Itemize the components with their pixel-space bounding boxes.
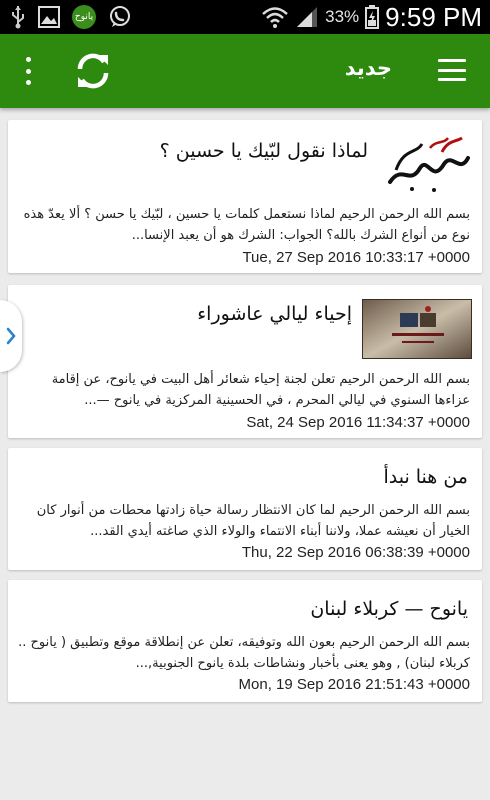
post-excerpt: بسم الله الرحمن الرحيم لماذا نستعمل كلمات يا حسين ، لبّيك يا حسن ؟ ألا يعدّ هذه نوع من أنواع الشرك بالله؟ الجواب: الشرك هو أن يعبد الإنسا...	[23, 207, 470, 243]
post-thumbnail	[382, 134, 472, 196]
drawer-handle[interactable]	[0, 300, 22, 372]
signal-icon	[295, 5, 319, 29]
post-date: Sat, 24 Sep 2016 11:34:37 +0000	[246, 414, 470, 431]
post-title: يانوح — كربلاء لبنان	[310, 598, 468, 620]
refresh-icon[interactable]	[74, 51, 112, 91]
page-title: جديد	[344, 56, 392, 80]
post-excerpt: بسم الله الرحمن الرحيم بعون الله وتوفيقه، تعلن عن إنطلاقة موقع وتطبيق ( يانوح .. كربلاء لبنان) , وهو يعنى بأخبار ونشاطات بلدة يانوح الجنوبية,...	[18, 635, 470, 671]
gallery-icon	[38, 6, 60, 28]
clock: 9:59 PM	[385, 1, 482, 32]
system-icons	[261, 0, 482, 34]
battery-icon	[365, 5, 379, 29]
post-card[interactable]	[8, 448, 482, 570]
post-thumbnail	[362, 299, 472, 359]
post-excerpt: بسم الله الرحمن الرحيم لما كان الانتظار رسالة حياة زادتها محطات من أنوار كان الخيار أن نعيشه عملا، ولاننا أبناء الانتماء والولاء الذي صاغته أيدي القد...	[36, 503, 470, 539]
calligraphy-thumbnail-icon	[382, 134, 472, 196]
post-card[interactable]	[8, 285, 482, 438]
app-badge-icon	[72, 5, 96, 29]
chevron-right-icon	[5, 326, 17, 346]
whatsapp-icon	[108, 5, 132, 29]
post-title: لماذا نقول لبّيك يا حسين ؟	[159, 140, 368, 162]
post-title: إحياء ليالي عاشوراء	[197, 303, 352, 325]
post-date: Mon, 19 Sep 2016 21:51:43 +0000	[238, 676, 470, 693]
status-bar	[0, 0, 490, 34]
post-date: Thu, 22 Sep 2016 06:38:39 +0000	[241, 544, 470, 561]
usb-icon	[10, 5, 26, 29]
post-date: Tue, 27 Sep 2016 10:33:17 +0000	[242, 249, 470, 266]
more-icon[interactable]	[14, 54, 42, 88]
wifi-icon	[261, 5, 289, 29]
post-excerpt: بسم الله الرحمن الرحيم تعلن لجنة إحياء شعائر أهل البيت في يانوح، عن إقامة عزاءها السنوي في ليالي المحرم ، في الحسينية المركزية في يانوح —...	[51, 372, 470, 408]
battery-percent: 33%	[325, 7, 360, 26]
notification-icons	[10, 4, 132, 30]
app-badge-text: يانوح	[74, 12, 94, 22]
app-bar	[0, 34, 490, 108]
menu-icon[interactable]	[438, 59, 466, 81]
post-card[interactable]	[8, 120, 482, 273]
post-title: من هنا نبدأ	[383, 466, 468, 488]
post-card[interactable]	[8, 580, 482, 702]
ashura-poster-icon	[362, 299, 472, 359]
